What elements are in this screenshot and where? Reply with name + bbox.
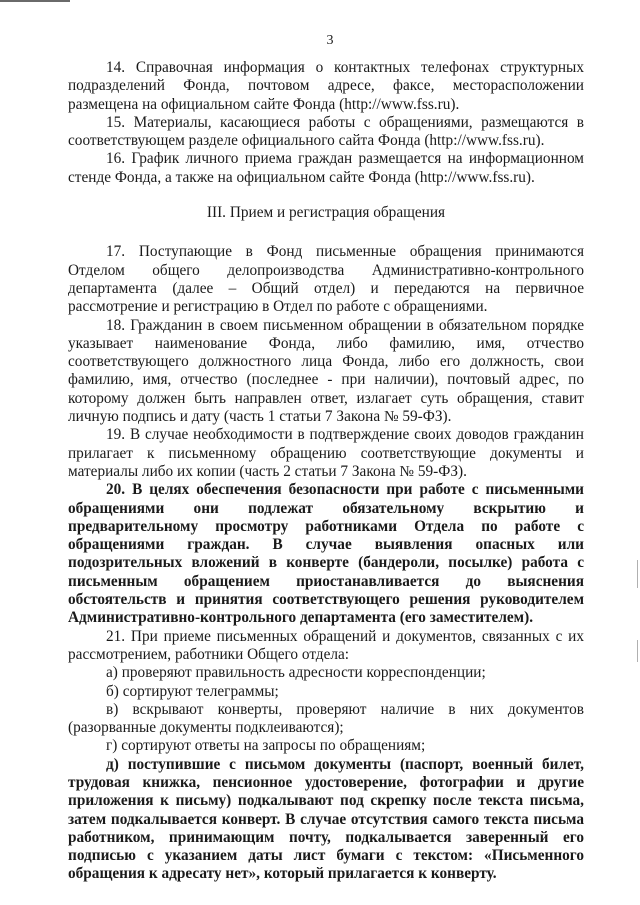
paragraph-16: 16. График личного приема граждан размещается на информационном стенде Фонда, а также на официальном сайте Фонда (http://www.fss.ru). [68,150,584,186]
list-item-b: б) сортируют телеграммы; [106,682,279,700]
section-heading: III. Прием и регистрация обращения [206,204,446,222]
scan-edge-mark [637,560,638,588]
scan-edge-mark [637,640,638,662]
list-item-a: а) проверяют правильность адресности корреспонденции; [106,664,486,682]
paragraph-21: 21. При приеме письменных обращений и документов, связанных с их рассмотрением, работники Общего отдела: [68,627,584,663]
paragraph-18: 18. Гражданин в своем письменном обращении в обязательном порядке указывает наименование Фонда, либо фамилию, имя, отчество соответствующего должностного лица Фонда, либо его должность, свои фамилию, имя, отчество (последнее - при наличии), почтовый адрес, по которому должен быть направлен ответ, излагает суть обращения, ставит личную подпись и дату (часть 1 статьи 7 Закона № 59-ФЗ). [68,316,584,426]
list-item-g: г) сортируют ответы на запросы по обращениям; [106,737,426,755]
paragraph-15: 15. Материалы, касающиеся работы с обращениями, размещаются в соответствующем разделе официального сайта Фонда (http://www.fss.ru). [68,113,584,150]
document-page [68,33,584,884]
paragraph-14: 14. Справочная информация о контактных телефонах структурных подразделений Фонда, почтовом адресе, факсе, месторасположении размещена на официальном сайте Фонда (http://www.fss.ru). [68,59,584,113]
paragraph-19: 19. В случае необходимости в подтверждение своих доводов гражданин прилагает к письменному обращению соответствующие документы и материалы либо их копии (часть 2 статьи 7 Закона № 59-ФЗ). [68,426,584,480]
page-number: 3 [326,33,334,48]
list-item-v: в) вскрывают конверты, проверяют наличие в них документов (разорванные документы подклеиваются); [68,700,584,737]
scan-edge-line [0,0,70,2]
paragraph-20: 20. В целях обеспечения безопасности при работе с письменными обращениями они подлежат обязательному вскрытию и предварительному просмотру работниками Отдела по работе с обращениями граждан. В случае выявления опасных или подозрительных вложений в конверте (бандероли, посылке) работа с письменным обращением приостанавливается до выяснения обстоятельств и принятия соответствующего решения руководителем Административно-контрольного департамента (его заместителем). [68,481,584,627]
list-item-d: д) поступившие с письмом документы (паспорт, военный билет, трудовая книжка, пенсионное удостоверение, фотографии и другие приложения к письму) подкалывают под скрепку после текста письма, затем подкалывается конверт. В случае отсутствия самого текста письма работником, принимающим почту, подкалывается заверенный его подписью с указанием даты лист бумаги с текстом: «Письменного обращения к адресату нет», который прилагается к конверту. [68,755,584,883]
paragraph-17: 17. Поступающие в Фонд письменные обращения принимаются Отделом общего делопроизводства Административно-контрольного департамента (далее – Общий отдел) и передаются на первичное рассмотрение и регистрацию в Отдел по работе с обращениями. [68,243,584,316]
